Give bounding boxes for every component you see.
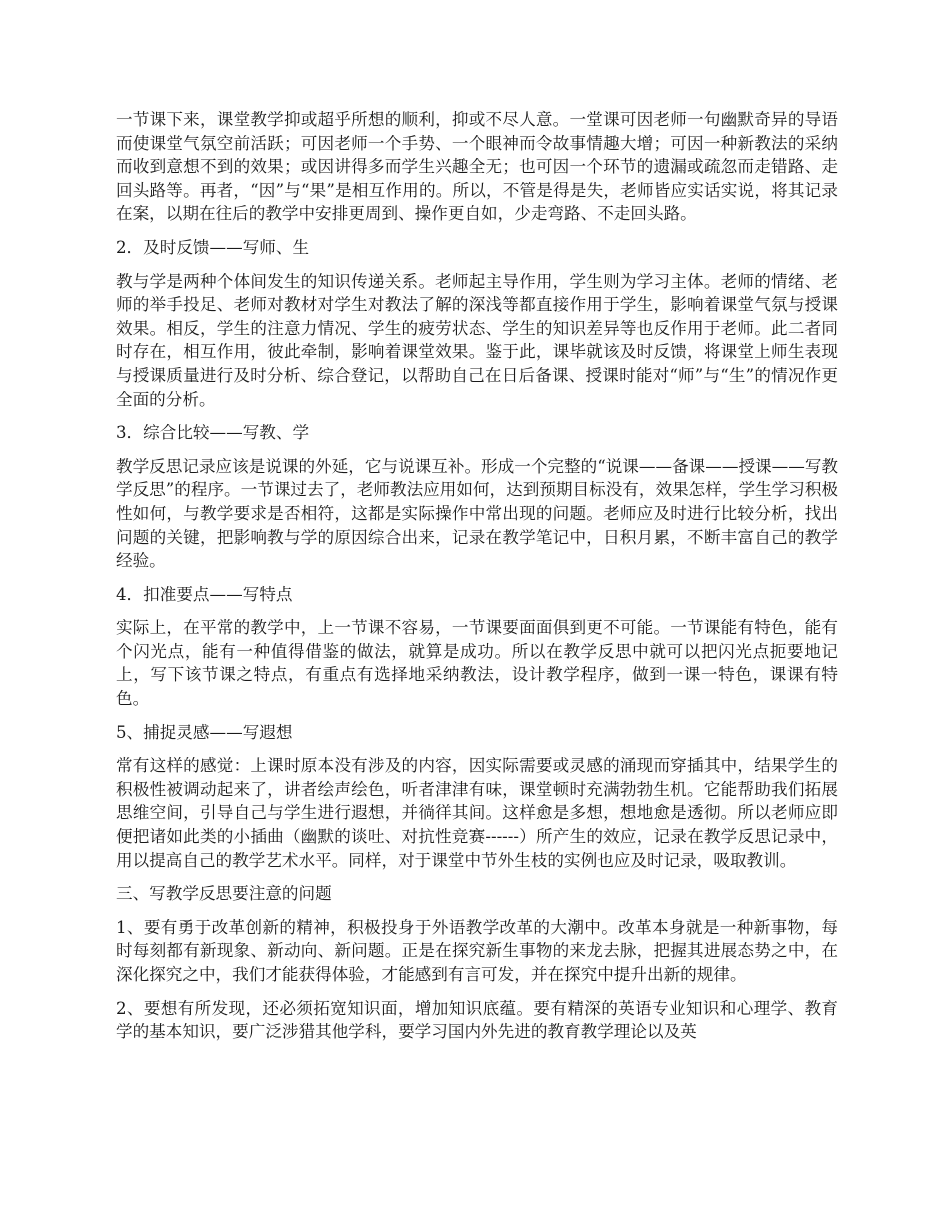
paragraph-reform-spirit: 1、要有勇于改革创新的精神，积极投身于外语教学改革的大潮中。改革本身就是一种新事物，每时每刻都有新现象、新动向、新问题。正是在探究新生事物的来龙去脉，把握其进展态势之中，在深化探究之中，我们才能获得体验，才能感到有言可发，并在探究中提升出新的规律。: [116, 917, 838, 984]
paragraph-key-points: 实际上，在平常的教学中，上一节课不容易，一节课要面面俱到更不可能。一节课能有特色，能有个闪光点，能有一种值得借鉴的做法，就算是成功。所以在教学反思中就可以把闪光点扼要地记上，写下该节课之特点，有重点有选择地采纳教法，设计教学程序，做到一课一特色，课课有特色。: [116, 618, 838, 709]
heading-comprehensive-comparison: 3．综合比较——写教、学: [116, 423, 310, 443]
paragraph-timely-feedback: 教与学是两种个体间发生的知识传递关系。老师起主导作用，学生则为学习主体。老师的情绪、老师的举手投足、老师对教材对学生对教法了解的深浅等都直接作用于学生，影响着课堂气氛与授课效果。相反，学生的注意力情况、学生的疲劳状态、学生的知识差异等也反作用于老师。此二者同时存在，相互作用，彼此牵制，影响着课堂效果。鉴于此，课毕就该及时反馈，将课堂上师生表现与授课质量进行及时分析、综合登记，以帮助自己在日后备课、授课时能对“师”与“生”的情况作更全面的分析。: [116, 271, 838, 409]
paragraph-comprehensive-comparison: 教学反思记录应该是说课的外延，它与说课互补。形成一个完整的“说课——备课——授课——写教学反思”的程序。一节课过去了，老师教法应用如何，达到预期目标没有，效果怎样，学生学习积极性如何，与教学要求是否相符，这都是实际操作中常出现的问题。老师应及时进行比较分析，找出问题的关键，把影响教与学的原因综合出来，记录在教学笔记中，日积月累，不断丰富自己的教学经验。: [116, 456, 839, 571]
heading-timely-feedback: 2．及时反馈——写师、生: [116, 237, 310, 257]
paragraph-lesson-recording: 一节课下来，课堂教学抑或超乎所想的顺利，抑或不尽人意。一堂课可因老师一句幽默奇异的导语而使课堂气氛空前活跃；可因老师一个手势、一个眼神而令故事情趣大增；可因一种新教法的采纳而收到意想不到的效果；或因讲得多而学生兴趣全无；也可因一个环节的遗漏或疏忽而走错路、走回头路等。再者，“因”与“果”是相互作用的。所以，不管是得是失，老师皆应实话实说，将其记录在案，以期在往后的教学中安排更周到、操作更自如，少走弯路、不走回头路。: [116, 110, 838, 224]
heading-inspiration: 5、捕捉灵感——写遐想: [116, 722, 293, 742]
paragraph-inspiration: 常有这样的感觉：上课时原本没有涉及的内容，因实际需要或灵感的涌现而穿插其中，结果学生的积极性被调动起来了，讲者绘声绘色，听者津津有味，课堂顿时充满勃勃生机。它能帮助我们拓展思维空间，引导自己与学生进行遐想，并徜徉其间。这样愈是多想，想地愈是透彻。所以老师应即便把诸如此类的小插曲（幽默的谈吐、对抗性竞赛------）所产生的效应，记录在教学反思记录中，用以提高自己的教学艺术水平。同样，对于课堂中节外生枝的实例也应及时记录，吸取教训。: [116, 756, 838, 870]
paragraph-broaden-knowledge: 2、要想有所发现，还必须拓宽知识面，增加知识底蕴。要有精深的英语专业知识和心理学、教育学的基本知识，要广泛涉猎其他学科，要学习国内外先进的教育教学理论以及英: [116, 998, 838, 1042]
heading-section-three: 三、写教学反思要注意的问题: [116, 884, 332, 904]
heading-key-points: 4．扣准要点——写特点: [116, 584, 293, 604]
document-body: [116, 108, 838, 1054]
